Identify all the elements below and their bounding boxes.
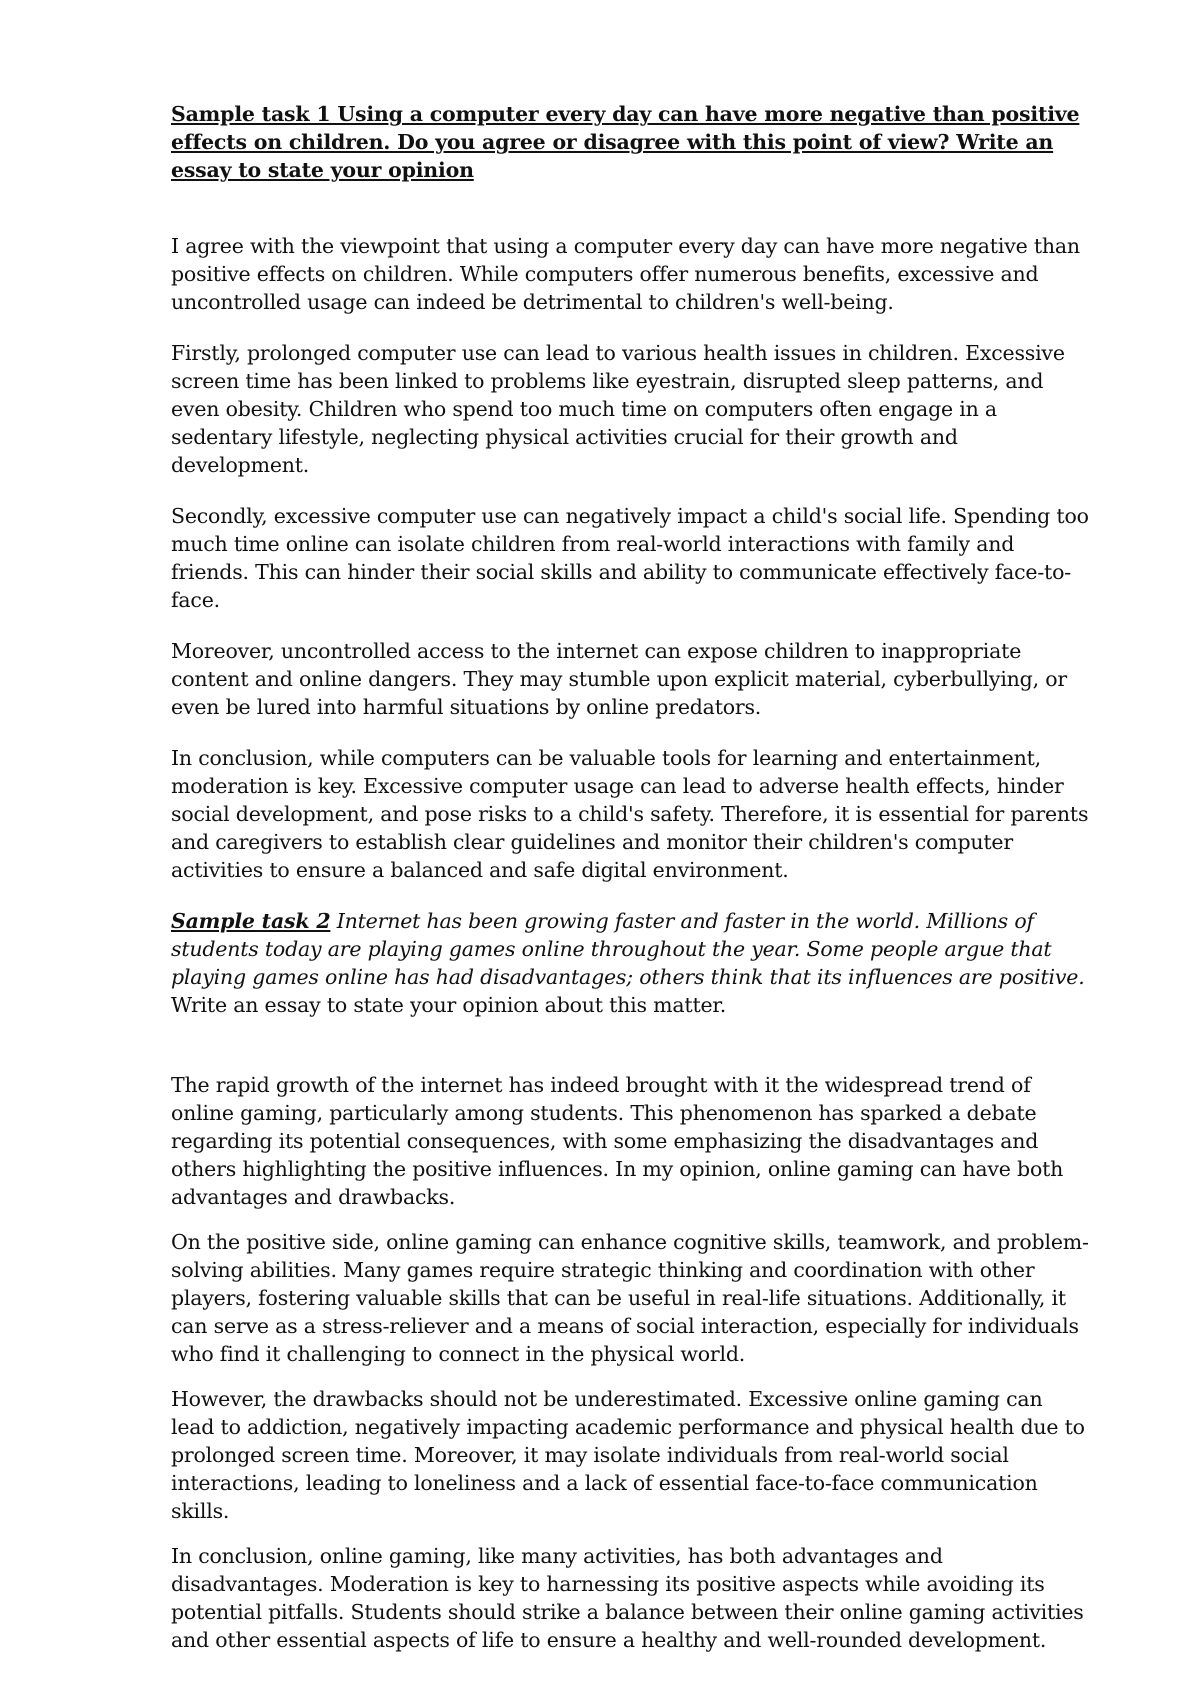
task1-paragraph-dangers: Moreover, uncontrolled access to the internet can expose children to inappropriate content and online dangers. They may stumble upon explicit material, cyberbullying, or even be lured into harmful situations by online predators. — [171, 639, 1067, 719]
task1-paragraph-social: Secondly, excessive computer use can negatively impact a child's social life. Spending too much time online can isolate children from real-world interactions with family and friends. This can hinder their social skills and ability to communicate effectively face-to-face. — [171, 504, 1089, 612]
task2-prompt: Internet has been growing faster and faster in the world. Millions of students today are playing games online throughout the year. Some people argue that playing games online has had disadvantages; others think that its influences are positive. — [171, 909, 1085, 989]
task2-paragraph-conclusion: In conclusion, online gaming, like many activities, has both advantages and disadvantages. Moderation is key to harnessing its positive aspects while avoiding its potential pitfalls. Students should strike a balance between their online gaming activities and other essential aspects of life to ensure a healthy and well-rounded development. — [171, 1544, 1084, 1652]
task1-paragraph-conclusion: In conclusion, while computers can be valuable tools for learning and entertainment, moderation is key. Excessive computer usage can lead to adverse health effects, hinder social development, and pose risks to a child's safety. Therefore, it is essential for parents and caregivers to establish clear guidelines and monitor their children's computer activities to ensure a balanced and safe digital environment. — [171, 746, 1089, 882]
task1-paragraph-health: Firstly, prolonged computer use can lead to various health issues in children. Excessive screen time has been linked to problems like eyestrain, disrupted sleep patterns, and even obesity. Children who spend too much time on computers often engage in a sedentary lifestyle, neglecting physical activities crucial for their growth and development. — [171, 341, 1065, 477]
task2-instruction: Write an essay to state your opinion about this matter. — [171, 993, 727, 1017]
task1-heading: Sample task 1 Using a computer every day can have more negative than positive effects on children. Do you agree or disagree with this point of view? Write an essay to state your opinion — [171, 102, 1080, 182]
task2-paragraph-drawbacks: However, the drawbacks should not be underestimated. Excessive online gaming can lead to addiction, negatively impacting academic performance and physical health due to prolonged screen time. Moreover, it may isolate individuals from real-world social interactions, leading to loneliness and a lack of essential face-to-face communication skills. — [171, 1387, 1085, 1523]
task2-heading — [171, 907, 1091, 1019]
task2-label: Sample task 2 — [171, 909, 331, 933]
task1-paragraph-intro: I agree with the viewpoint that using a computer every day can have more negative than positive effects on children. While computers offer numerous benefits, excessive and uncontrolled usage can indeed be detrimental to children's well-being. — [171, 234, 1080, 314]
task2-paragraph-positive: On the positive side, online gaming can enhance cognitive skills, teamwork, and problem-solving abilities. Many games require strategic thinking and coordination with other players, fostering valuable skills that can be useful in real-life situations. Additionally, it can serve as a stress-reliever and a means of social interaction, especially for individuals who find it challenging to connect in the physical world. — [171, 1230, 1089, 1366]
task2-paragraph-intro: The rapid growth of the internet has indeed brought with it the widespread trend of online gaming, particularly among students. This phenomenon has sparked a debate regarding its potential consequences, with some emphasizing the disadvantages and others highlighting the positive influences. In my opinion, online gaming can have both advantages and drawbacks. — [171, 1073, 1064, 1209]
document-page — [171, 100, 1091, 1671]
